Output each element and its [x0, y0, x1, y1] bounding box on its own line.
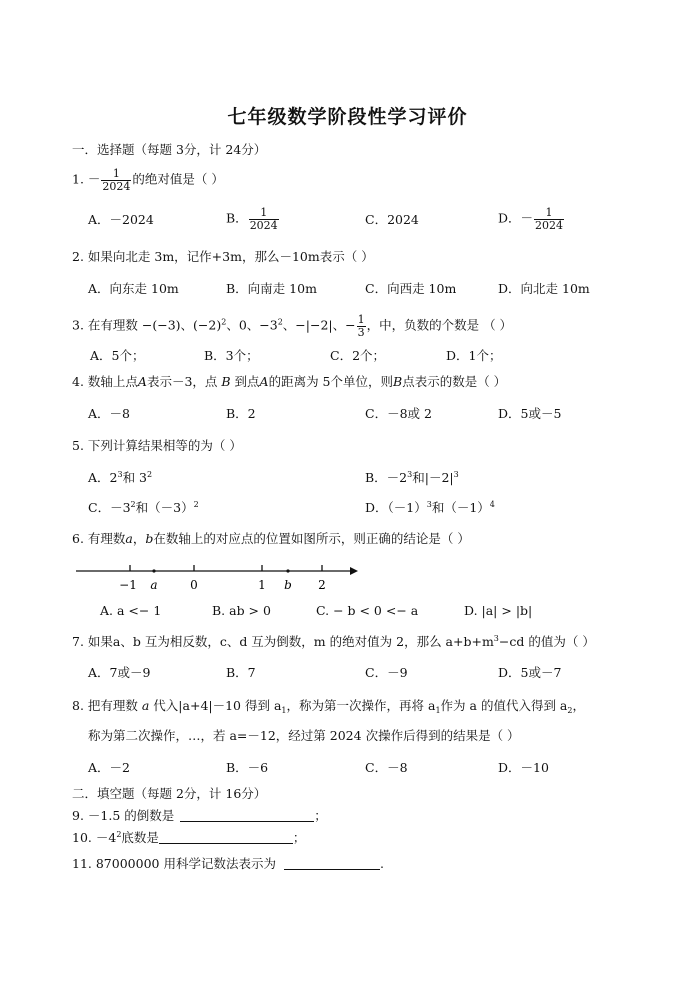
- section-choice-heading: 一．选择题（每题 3分，计 24分）: [72, 142, 267, 157]
- q8-text-c: 代入|a+4|－10 得到 a: [149, 698, 282, 713]
- q2-option-c[interactable]: C．向西走 10m: [365, 281, 457, 296]
- q2-option-b[interactable]: B．向南走 10m: [226, 281, 317, 296]
- q10-answer-blank[interactable]: [159, 831, 293, 844]
- q5-b-pre: B．－2: [365, 470, 408, 485]
- q4-stem-a: 4. 数轴上点: [72, 374, 138, 389]
- label-a: a: [150, 578, 158, 592]
- q4-stem-c: 到点: [230, 374, 260, 389]
- q5-d-mid: 和（－1）: [431, 500, 490, 515]
- q4-var-a2: A: [259, 374, 269, 389]
- q1-b-den: 2024: [249, 218, 278, 232]
- q4-option-c[interactable]: C．－8或 2: [365, 406, 432, 421]
- q4-stem-e: 点表示的数是（ ）: [402, 374, 507, 389]
- q1-prefix: 1. －: [72, 171, 101, 187]
- q3-exp2: 2: [277, 317, 283, 327]
- q4-stem-b: 表示－3，点: [146, 374, 222, 389]
- q1-b-num: 1: [260, 206, 268, 219]
- q8-option-a[interactable]: A．－2: [88, 760, 130, 775]
- q5-b-exp1: 3: [407, 470, 413, 479]
- q7-option-a[interactable]: A．7或－9: [88, 665, 151, 680]
- q9-answer-blank[interactable]: [180, 809, 314, 822]
- q5-c-pre: C．－3: [88, 500, 131, 515]
- q5-a-exp2: 2: [147, 470, 153, 479]
- q3-stem-c: 、−|−2|、−: [282, 317, 356, 333]
- question-8-line-1: [72, 700, 585, 713]
- q5-b-exp2: 3: [453, 470, 459, 479]
- page-title: 七年级数学阶段性学习评价: [227, 106, 468, 128]
- point-b: [286, 569, 289, 572]
- q3-fraction: [357, 314, 366, 338]
- q1-frac-den: 2024: [102, 179, 131, 193]
- q6-option-c[interactable]: C. − b < 0 <− a: [316, 603, 419, 618]
- q7-option-c[interactable]: C．－9: [365, 665, 408, 680]
- q1-d-label: D．－: [498, 210, 534, 226]
- q1-option-d[interactable]: [498, 207, 565, 231]
- q3-exp1: 2: [221, 317, 227, 327]
- q6-var-b: b: [145, 531, 154, 546]
- q1-d-fraction: [534, 207, 564, 231]
- q8-text-e: 作为 a 的值代入得到 a: [440, 698, 568, 713]
- label-neg1: −1: [119, 578, 137, 592]
- question-3: [72, 314, 512, 338]
- q4-option-d[interactable]: D．5或－5: [498, 406, 562, 421]
- q8-option-d[interactable]: D．－10: [498, 760, 549, 775]
- number-line-diagram: [72, 558, 362, 594]
- q7-option-d[interactable]: D．5或－7: [498, 665, 562, 680]
- q5-a-pre: A．2: [88, 470, 118, 485]
- q5-option-c[interactable]: [88, 502, 199, 515]
- q5-option-b[interactable]: [365, 472, 459, 485]
- q1-d-num: 1: [545, 206, 553, 219]
- number-line-arrow: [350, 567, 358, 575]
- q10-stem-a: 10. －4: [72, 830, 117, 845]
- q1-b-label: B．: [226, 210, 248, 226]
- q3-frac-num: 1: [357, 313, 365, 326]
- q5-option-d[interactable]: [365, 502, 495, 515]
- q5-b-mid: 和|－2|: [412, 470, 454, 485]
- q3-option-d[interactable]: D．1个；: [446, 348, 502, 363]
- q3-stem-d: ，中，负数的个数是 （ ）: [366, 317, 513, 333]
- q4-var-a: A: [137, 374, 147, 389]
- q7-option-b[interactable]: B．7: [226, 665, 256, 680]
- q5-c-mid: 和（－3）: [135, 500, 194, 515]
- q5-option-a[interactable]: [88, 472, 152, 485]
- question-6: [72, 533, 470, 546]
- q3-option-a[interactable]: A．5个；: [90, 348, 145, 363]
- q8-option-b[interactable]: B．－6: [226, 760, 269, 775]
- q4-var-b: B: [221, 374, 231, 389]
- q4-option-a[interactable]: A．－8: [88, 406, 130, 421]
- q5-a-exp1: 3: [117, 470, 123, 479]
- q2-option-d[interactable]: D．向北走 10m: [498, 281, 590, 296]
- q10-stem-b: 底数是: [121, 830, 159, 845]
- question-9: [72, 809, 327, 823]
- q1-option-b[interactable]: [226, 207, 280, 231]
- q8-option-c[interactable]: C．－8: [365, 760, 408, 775]
- point-a: [152, 569, 155, 572]
- q6-var-a: a: [125, 531, 133, 546]
- q1-d-den: 2024: [535, 218, 564, 232]
- q11-stem: 11. 87000000 用科学记数法表示为: [72, 856, 276, 871]
- q1-option-c[interactable]: C．2024: [365, 212, 419, 227]
- q5-c-exp1: 2: [130, 500, 136, 509]
- q1-b-fraction: [249, 207, 279, 231]
- q8-sub3: 2: [567, 706, 573, 715]
- q1-option-a[interactable]: A．－2024: [88, 212, 154, 227]
- q7-stem-a: 7. 如果: [72, 634, 113, 649]
- q4-var-b2: B: [393, 374, 403, 389]
- q5-d-exp2: 4: [489, 500, 495, 509]
- question-4: [72, 376, 506, 389]
- q8-text-d: ，称为第一次操作，再将 a: [286, 698, 436, 713]
- q9-stem: 9. －1.5 的倒数是: [72, 808, 175, 823]
- q8-var-a: a: [141, 698, 150, 713]
- q2-option-a[interactable]: A．向东走 10m: [88, 281, 179, 296]
- q6-stem-a: 6. 有理数: [72, 531, 126, 546]
- q6-option-d[interactable]: D. |a| > |b|: [464, 603, 533, 618]
- q10-end: ；: [292, 830, 306, 845]
- q6-option-a[interactable]: A. a <− 1: [100, 603, 162, 618]
- question-8-line-2: 称为第二次操作，…，若 a=－12，经过第 2024 次操作后得到的结果是（ ）: [88, 728, 520, 743]
- q3-stem-a: 3. 在有理数 −(−3)、(−2): [72, 317, 222, 333]
- question-5: 5. 下列计算结果相等的为（ ）: [72, 438, 242, 453]
- q3-frac-den: 3: [357, 325, 365, 339]
- q1-frac-num: 1: [112, 167, 120, 180]
- label-b: b: [284, 578, 292, 592]
- label-1: 1: [258, 578, 266, 592]
- q3-option-c[interactable]: C．2个；: [330, 348, 386, 363]
- question-1: [72, 168, 224, 192]
- q10-exp: 2: [116, 830, 122, 839]
- q1-fraction: [101, 168, 131, 192]
- q7-stem-b: a、b 互为相反数，c、d 互为倒数，m 的绝对值为 2，那么 a+b+m: [112, 634, 494, 649]
- question-2: 2. 如果向北走 3m，记作+3m，那么－10m表示（ ）: [72, 249, 374, 264]
- q5-a-mid: 和 3: [122, 470, 148, 485]
- q8-sub1: 1: [281, 706, 287, 715]
- q6-stem-b: ，: [132, 531, 146, 546]
- label-0: 0: [190, 578, 198, 592]
- q5-d-exp1: 3: [426, 500, 432, 509]
- q7-stem-c: −cd 的值为（ ）: [498, 634, 595, 649]
- question-10: [72, 831, 305, 845]
- q4-stem-d: 的距离为 5个单位，则: [268, 374, 394, 389]
- q3-option-b[interactable]: B．3个；: [204, 348, 259, 363]
- q6-stem-c: 在数轴上的对应点的位置如图所示，则正确的结论是（ ）: [153, 531, 470, 546]
- question-7: [72, 636, 595, 649]
- q11-answer-blank[interactable]: [284, 857, 380, 870]
- q4-option-b[interactable]: B．2: [226, 406, 256, 421]
- section-fill-heading: 二．填空题（每题 2分，计 16分）: [72, 786, 267, 801]
- question-11: [72, 857, 384, 871]
- q8-sub2: 1: [435, 706, 441, 715]
- q3-stem-b: 、0、−3: [226, 317, 278, 333]
- q9-end: ；: [314, 808, 327, 823]
- q8-text-f: ，: [572, 698, 585, 713]
- q7-exp: 3: [493, 634, 499, 643]
- q5-d-pre: D．（－1）: [365, 500, 427, 515]
- q8-text-a: 8. 把有理数: [72, 698, 142, 713]
- q5-c-exp2: 2: [193, 500, 199, 509]
- q11-end: .: [379, 856, 384, 871]
- q6-option-b[interactable]: B. ab > 0: [212, 603, 271, 618]
- q1-suffix: 的绝对值是（ ）: [132, 171, 224, 187]
- label-2: 2: [318, 578, 326, 592]
